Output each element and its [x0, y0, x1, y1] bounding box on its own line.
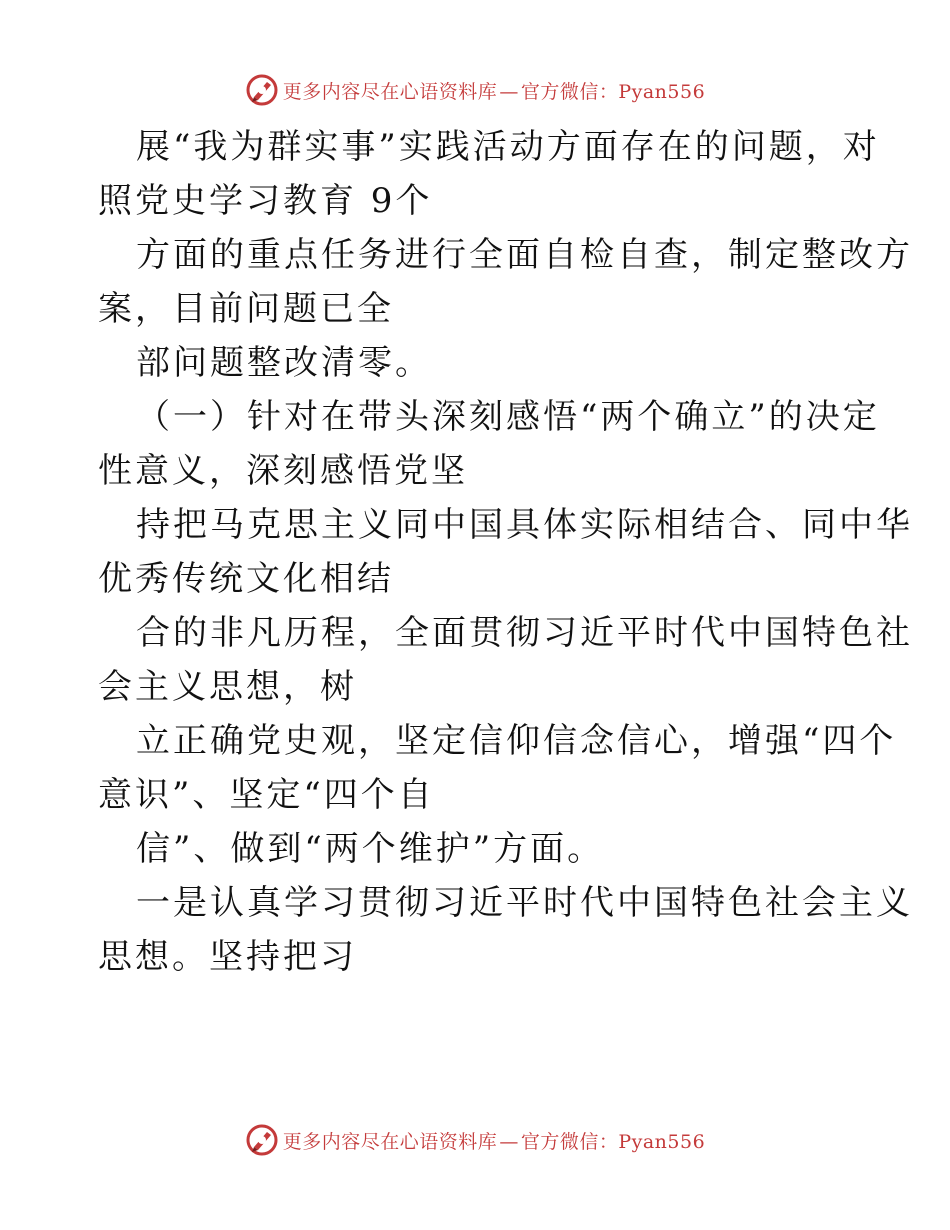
paragraph [98, 498, 913, 606]
text-line: 思想。坚持把习 [98, 937, 357, 977]
text-line: 会主义思想，树 [98, 667, 357, 707]
paragraph [98, 336, 858, 390]
text-line: 部问题整改清零。 [136, 343, 432, 383]
paragraph [98, 606, 913, 714]
paragraph [98, 228, 913, 336]
footer-watermark [0, 1120, 950, 1160]
text-line: 持把马克思主义同中国具体实际相结合、同中华 [136, 505, 913, 545]
paragraph [98, 822, 858, 876]
watermark-site: 更多内容尽在心语资料库 [282, 80, 498, 103]
text-line: 合的非凡历程，全面贯彻习近平时代中国特色社 [136, 613, 913, 653]
pen-logo-icon [245, 1123, 279, 1157]
pen-logo-icon [245, 73, 279, 107]
watermark-wechat-label: 官方微信： [520, 1130, 619, 1153]
paragraph [98, 120, 880, 228]
watermark-wechat-label: 官方微信： [520, 80, 619, 103]
text-line: 信”、做到“两个维护”方面。 [136, 829, 605, 869]
watermark-site: 更多内容尽在心语资料库 [282, 1130, 498, 1153]
paragraph [98, 714, 897, 822]
watermark-text [283, 1127, 705, 1154]
watermark-dash: — [499, 1130, 519, 1153]
text-line: 立正确党史观，坚定信仰信念信心，增强“四个 [136, 721, 897, 761]
watermark-wechat-id: Pyan556 [618, 80, 706, 103]
text-line: 一是认真学习贯彻习近平时代中国特色社会主义 [136, 883, 913, 923]
paragraph [98, 876, 913, 984]
document-body [98, 120, 913, 984]
text-line: 展“我为群实事”实践活动方面存在的问题，对 [136, 127, 880, 167]
text-line: （一）针对在带头深刻感悟“两个确立”的决定 [136, 397, 880, 437]
text-line: 意识”、坚定“四个自 [98, 775, 435, 815]
paragraph [98, 390, 880, 498]
text-line: 方面的重点任务进行全面自检自查，制定整改方 [136, 235, 913, 275]
watermark-dash: — [499, 80, 519, 103]
watermark-text [283, 77, 705, 104]
watermark-wechat-id: Pyan556 [618, 1130, 706, 1153]
header-watermark [0, 70, 950, 110]
text-line: 优秀传统文化相结 [98, 559, 394, 599]
text-line: 照党史学习教育 9个 [98, 181, 433, 221]
text-line: 性意义，深刻感悟党坚 [98, 451, 468, 491]
text-line: 案，目前问题已全 [98, 289, 394, 329]
